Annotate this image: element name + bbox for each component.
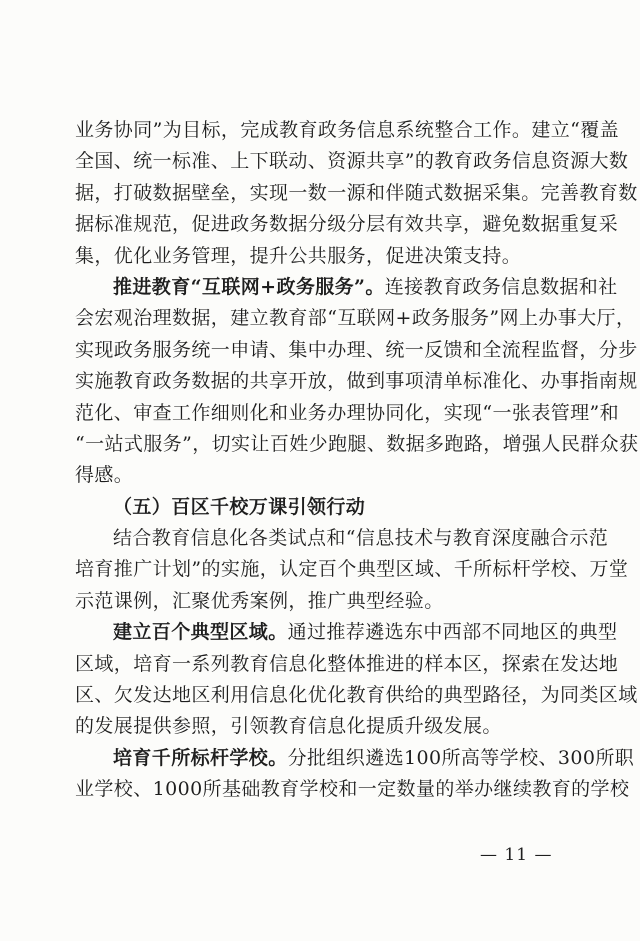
paragraph-line: 据标准规范，促进政务数据分级分层有效共享，避免数据重复采 <box>75 213 619 236</box>
paragraph-line: 示范课例，汇聚优秀案例，推广典型经验。 <box>75 589 444 612</box>
paragraph-line: 区、欠发达地区利用信息化优化教育供给的典型路径，为同类区域 <box>75 684 638 707</box>
paragraph-line: 全国、统一标准、上下联动、资源共享”的教育政务信息资源大数 <box>75 150 629 173</box>
body-text <box>75 115 639 806</box>
paragraph-line: 结合教育信息化各类试点和“信息技术与教育深度融合示范 <box>113 527 609 550</box>
paragraph-line: 业学校、1000所基础教育学校和一定数量的举办继续教育的学校 <box>75 778 630 801</box>
line-text: 分批组织遴选100所高等学校、300所职 <box>287 746 635 769</box>
paragraph-line: 实现政务服务统一申请、集中办理、统一反馈和全流程监督，分步 <box>75 338 638 361</box>
paragraph-line: 业务协同”为目标，完成教育政务信息系统整合工作。建立“覆盖 <box>75 119 620 141</box>
paragraph-line <box>75 272 618 303</box>
lead-phrase: 建立百个典型区域。 <box>113 621 288 644</box>
paragraph-line <box>75 617 618 648</box>
line-text: 通过推荐遴选东中西部不同地区的典型 <box>287 621 618 644</box>
lead-phrase: 推进教育“互联网+政务服务”。 <box>113 275 385 298</box>
paragraph-line: 培育推广计划”的实施，认定百个典型区域、千所标杆学校、万堂 <box>75 558 629 581</box>
paragraph-line: 实施教育政务数据的共享开放，做到事项清单标准化、办事指南规 <box>75 370 638 393</box>
paragraph-line: 集，优化业务管理，提升公共服务，促进决策支持。 <box>75 244 522 267</box>
lead-phrase: 培育千所标杆学校。 <box>113 746 288 769</box>
paragraph-line: “一站式服务”，切实让百姓少跑腿、数据多跑路，增强人民群众获 <box>75 432 639 455</box>
paragraph-line <box>75 743 635 774</box>
page-number: — 11 — <box>480 845 553 865</box>
paragraph-line: 的发展提供参照，引领教育信息化提质升级发展。 <box>75 715 502 738</box>
line-text: 连接教育政务信息数据和社 <box>384 275 618 298</box>
paragraph-line: 范化、审查工作细则化和业务办理协同化，实现“一张表管理”和 <box>75 401 620 424</box>
paragraph-line: 会宏观治理数据，建立教育部“互联网+政务服务”网上办事大厅， <box>75 307 636 330</box>
paragraph-line: 据，打破数据壁垒，实现一数一源和伴随式数据采集。完善教育数 <box>75 181 638 204</box>
section-heading: （五）百区千校万课引领行动 <box>113 495 366 518</box>
paragraph-line: 区域，培育一系列教育信息化整体推进的样本区，探索在发达地 <box>75 652 619 675</box>
paragraph-line: 得感。 <box>75 464 134 487</box>
